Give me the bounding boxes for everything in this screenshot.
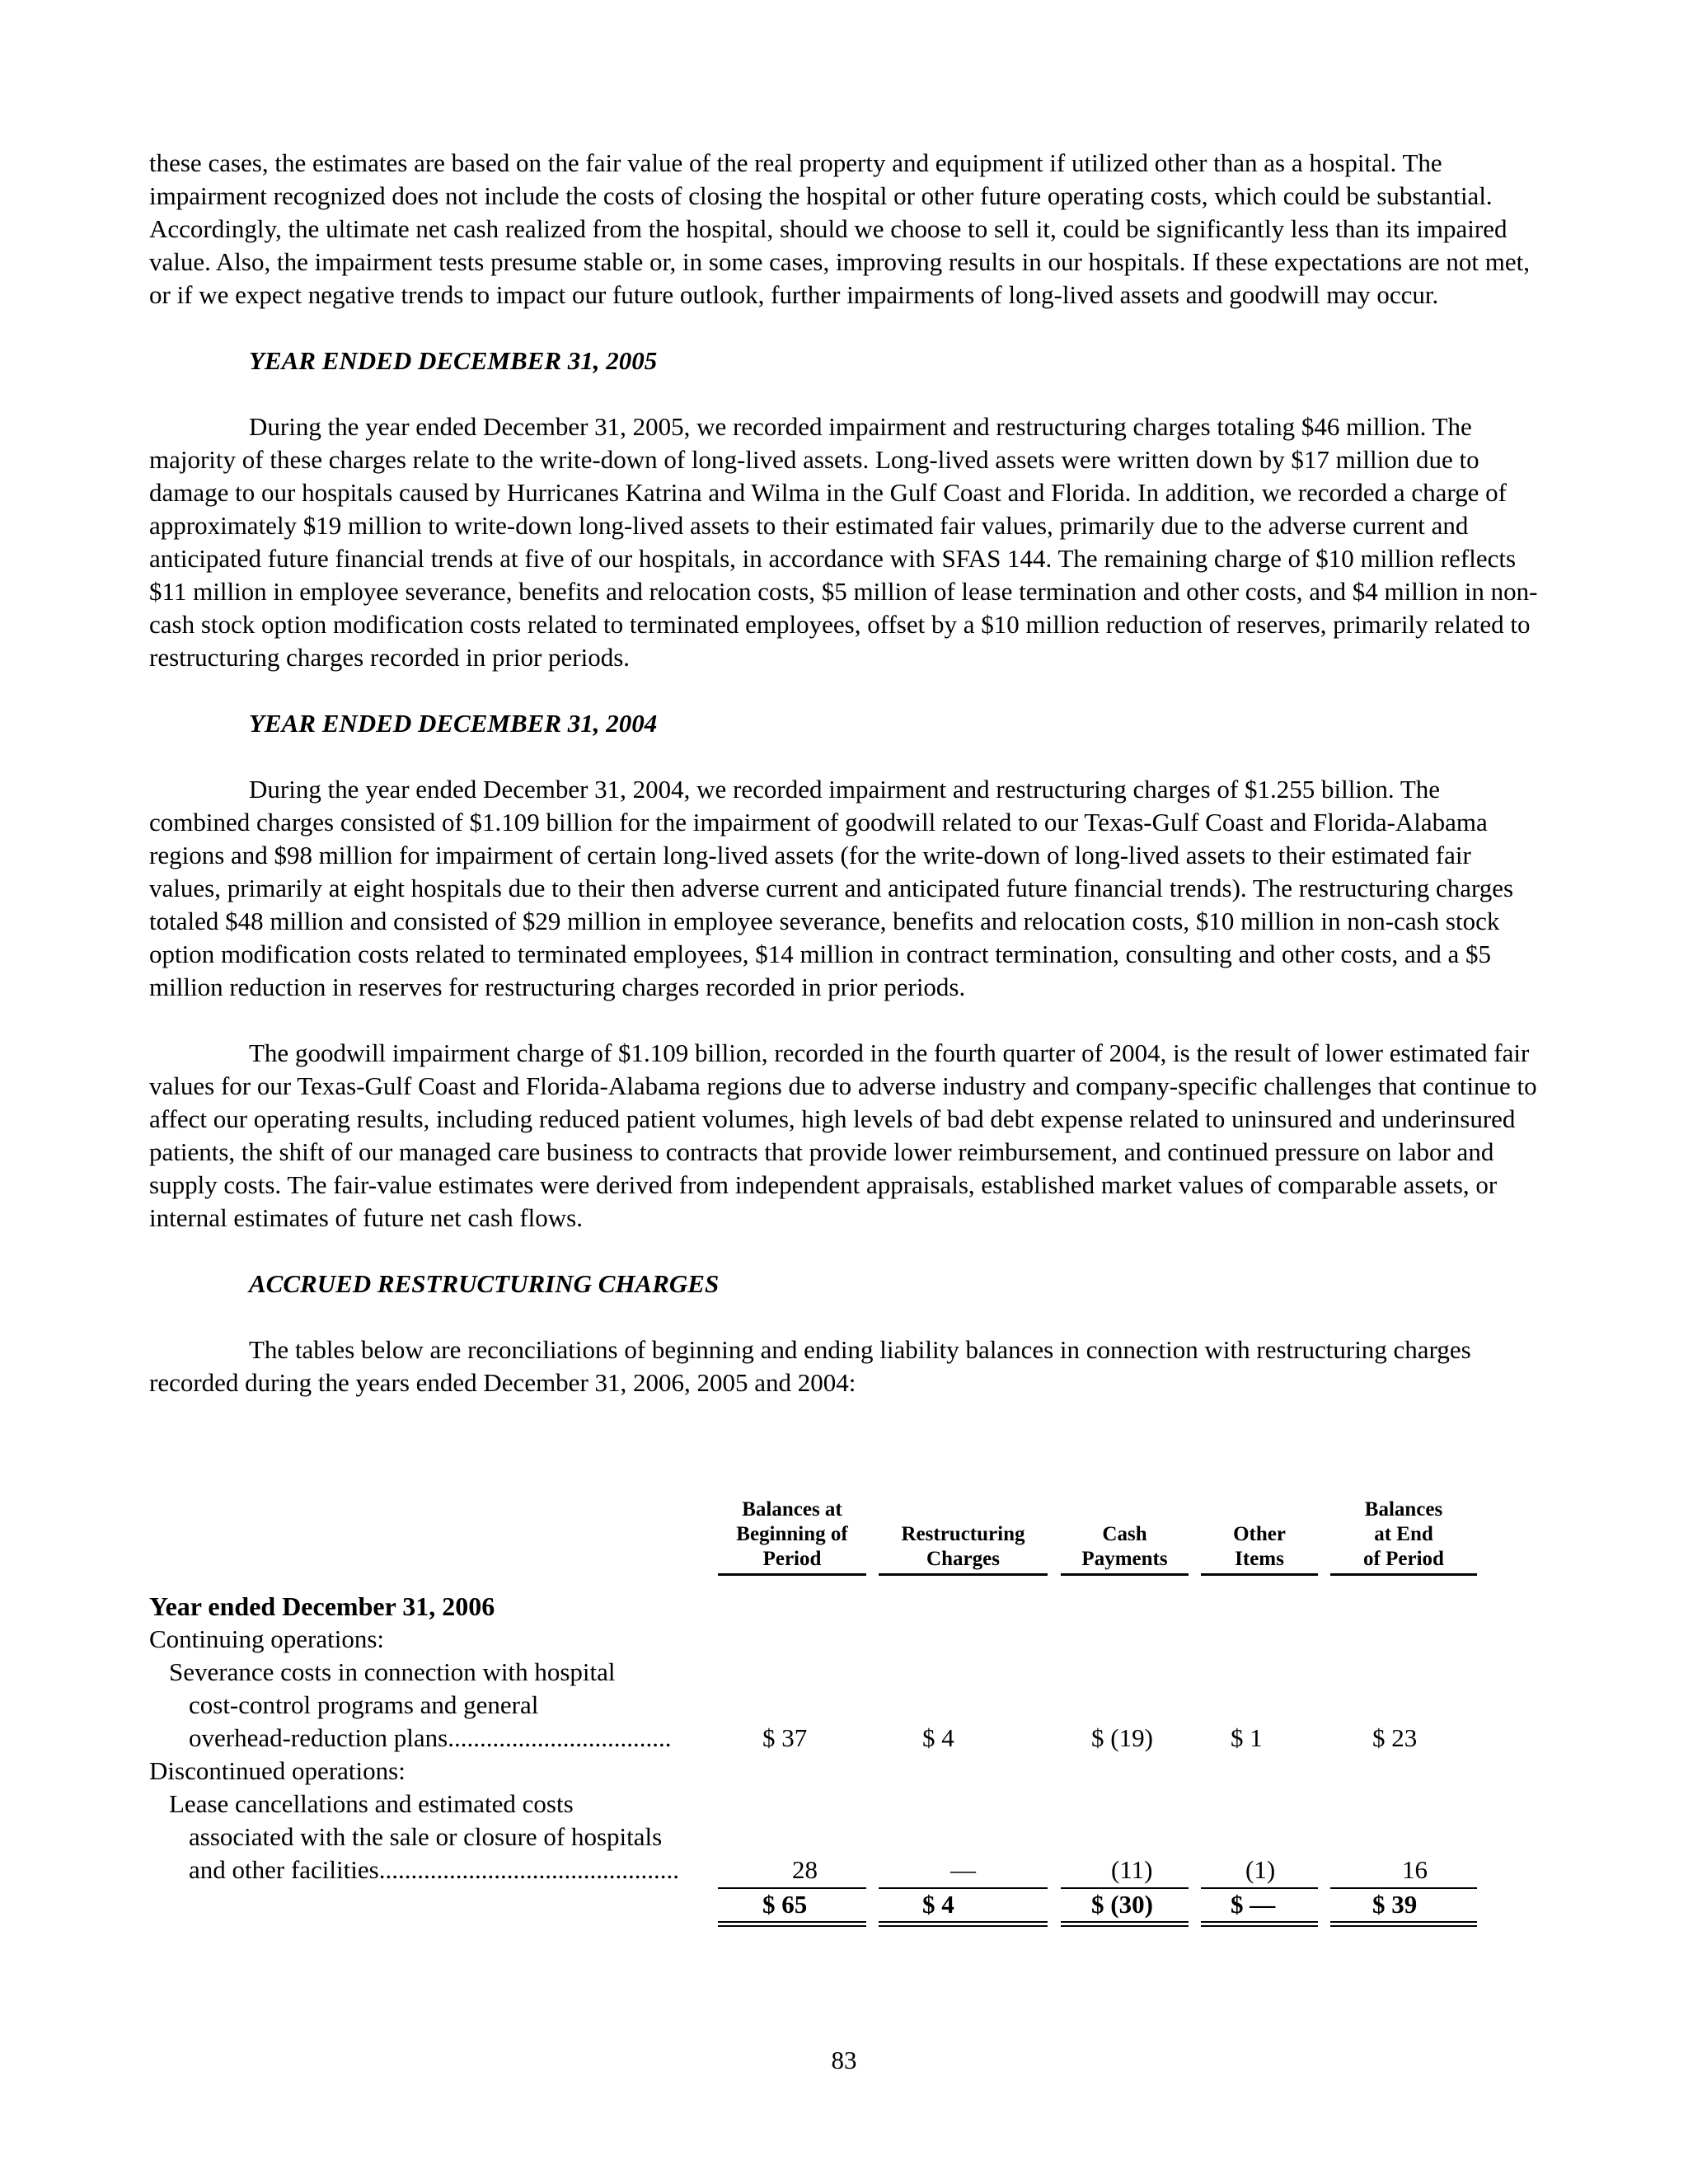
lease-other: (1) xyxy=(1245,1855,1276,1884)
lease-line-3: and other facilities............................................... xyxy=(189,1855,679,1884)
continuing-operations-label: Continuing operations: xyxy=(149,1624,385,1653)
paragraph-accrued-intro: The tables below are reconciliations of beginning and ending liability balances in connection with restructuring charges recorded during the years ended December 31, 2006, 2005 and 2004: xyxy=(149,1335,1471,1397)
severance-restructuring: $ 4 xyxy=(922,1723,954,1752)
year-label: Year ended December 31, 2006 xyxy=(149,1591,495,1621)
header-cash-payments: Cash Payments xyxy=(1061,1522,1189,1576)
lease-line-2: associated with the sale or closure of hospitals xyxy=(189,1822,663,1851)
severance-line-3: overhead-reduction plans................................... xyxy=(189,1723,672,1752)
total-cash: $ (30) xyxy=(1091,1890,1153,1919)
discontinued-operations-label: Discontinued operations: xyxy=(149,1756,406,1785)
header-ending-balance: Balances at End of Period xyxy=(1330,1497,1477,1576)
severance-other: $ 1 xyxy=(1231,1723,1263,1752)
lease-ending: 16 xyxy=(1402,1855,1428,1884)
total-double-rule-beginning xyxy=(718,1921,866,1927)
paragraph-2005: During the year ended December 31, 2005, we recorded impairment and restructuring charges totaling $46 million. The majority of these charges relate to the write-down of long-lived assets. Long-lived assets were written down by $17 million due to damage to our hospitals caused by Hurricanes Katrina and Wilma in the Gulf Coast and Florida. In addition, we recorded a charge of approximately $19 million to write-down long-lived assets to their estimated fair values, primarily due to the adverse current and anticipated future financial trends at five of our hospitals, in accordance with SFAS 144. The remaining charge of $10 million reflects $11 million in employee severance, benefits and relocation costs, $5 million of lease termination and other costs, and $4 million in non-cash stock option modification costs related to terminated employees, offset by a $10 million reduction of reserves, primarily related to restructuring charges recorded in prior periods. xyxy=(149,412,1538,672)
header-restructuring-charges: Restructuring Charges xyxy=(879,1522,1048,1576)
subtotal-rule-restructuring xyxy=(879,1887,1048,1889)
total-double-rule-other xyxy=(1201,1921,1318,1927)
lease-restructuring: — xyxy=(950,1855,976,1884)
paragraph-impairment-intro: these cases, the estimates are based on the fair value of the real property and equipment if utilized other than as a hospital. The impairment recognized does not include the costs of closing the hospital or other future operating costs, which could be substantial. Accordingly, the ultimate net cash realized from the hospital, should we choose to sell it, could be significantly less than its impaired value. Also, the impairment tests presume stable or, in some cases, improving results in our hospitals. If these expectations are not met, or if we expect negative trends to impact our future outlook, further impairments of long-lived assets and goodwill may occur. xyxy=(149,148,1530,309)
paragraph-2004: During the year ended December 31, 2004, we recorded impairment and restructuring charges of $1.255 billion. The combined charges consisted of $1.109 billion for the impairment of goodwill related to our Texas-Gulf Coast and Florida-Alabama regions and $98 million for impairment of certain long-lived assets (for the write-down of long-lived assets to their estimated fair values, primarily at eight hospitals due to their then adverse current and anticipated future financial trends). The restructuring charges totaled $48 million and consisted of $29 million in employee severance, benefits and relocation costs, $10 million in non-cash stock option modification costs related to terminated employees, $14 million in contract termination, consulting and other costs, and a $5 million reduction in reserves for restructuring charges recorded in prior periods. xyxy=(149,775,1514,1001)
document-body xyxy=(149,147,1542,1399)
heading-accrued-restructuring: ACCRUED RESTRUCTURING CHARGES xyxy=(249,1269,720,1298)
paragraph-goodwill: The goodwill impairment charge of $1.109 billion, recorded in the fourth quarter of 2004, is the result of lower estimated fair values for our Texas-Gulf Coast and Florida-Alabama regions due to adverse industry and company-specific challenges that continue to affect our operating results, including reduced patient volumes, high levels of bad debt expense related to uninsured and underinsured patients, the shift of our managed care business to contracts that provide lower reimbursement, and continued pressure on labor and supply costs. The fair-value estimates were derived from independent appraisals, established market values of comparable assets, or internal estimates of future net cash flows. xyxy=(149,1038,1537,1232)
page-number: 83 xyxy=(831,2046,857,2074)
total-double-rule-restructuring xyxy=(879,1921,1048,1927)
severance-line-1: Severance costs in connection with hospital xyxy=(169,1657,616,1686)
lease-beginning: 28 xyxy=(792,1855,818,1884)
heading-2005: YEAR ENDED DECEMBER 31, 2005 xyxy=(249,346,658,375)
total-double-rule-cash xyxy=(1061,1921,1189,1927)
severance-beginning: $ 37 xyxy=(762,1723,808,1752)
total-beginning: $ 65 xyxy=(762,1890,808,1919)
total-other: $ — xyxy=(1231,1890,1276,1919)
severance-cash: $ (19) xyxy=(1091,1723,1153,1752)
header-beginning-balance: Balances at Beginning of Period xyxy=(718,1497,866,1576)
severance-ending: $ 23 xyxy=(1372,1723,1418,1752)
severance-line-2: cost-control programs and general xyxy=(189,1690,539,1719)
lease-line-1: Lease cancellations and estimated costs xyxy=(169,1789,574,1818)
lease-cash: (11) xyxy=(1111,1855,1153,1884)
total-double-rule-ending xyxy=(1330,1921,1477,1927)
total-restructuring: $ 4 xyxy=(922,1890,954,1919)
heading-2004: YEAR ENDED DECEMBER 31, 2004 xyxy=(249,709,658,738)
header-other-items: Other Items xyxy=(1201,1522,1318,1576)
total-ending: $ 39 xyxy=(1372,1890,1418,1919)
